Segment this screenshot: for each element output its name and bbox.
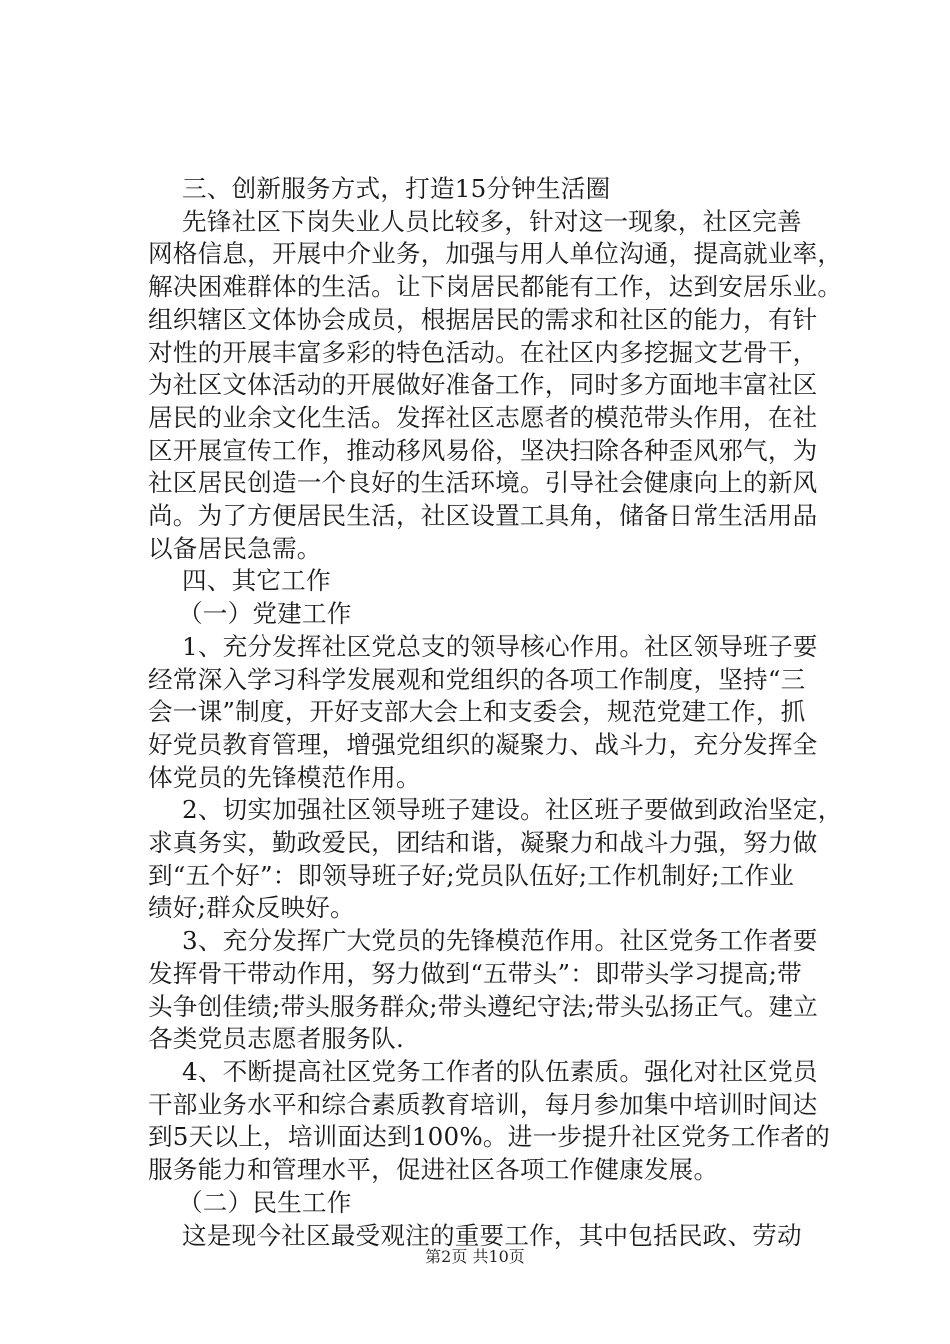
text-line: 经常深入学习科学发展观和党组织的各项工作制度，坚持“三 bbox=[148, 664, 806, 694]
text-line: 解决困难群体的生活。让下岗居民都能有工作，达到安居乐业。 bbox=[148, 272, 843, 302]
text-line: 1、充分发挥社区党总支的领导核心作用。社区领导班子要 bbox=[182, 631, 818, 661]
subsection-heading-livelihood bbox=[148, 1187, 858, 1220]
text-line: 三、创新服务方式，打造15分钟生活圈 bbox=[182, 174, 611, 203]
subsection-heading-party-building bbox=[148, 598, 858, 631]
paragraph-item-1 bbox=[148, 631, 858, 795]
text-line: 社区居民创造一个良好的生活环境。引导社会健康向上的新风 bbox=[148, 468, 818, 498]
text-line: 绩好;群众反映好。 bbox=[148, 893, 355, 923]
paragraph-item-3 bbox=[148, 925, 858, 1056]
text-line: 头争创佳绩;带头服务群众;带头遵纪守法;带头弘扬正气。建立 bbox=[148, 991, 819, 1021]
text-line: 求真务实，勤政爱民，团结和谐，凝聚力和战斗力强，努力做 bbox=[148, 828, 818, 858]
text-line: 3、充分发挥广大党员的先锋模范作用。社区党务工作者要 bbox=[182, 926, 818, 956]
text-line: 这是现今社区最受观注的重要工作，其中包括民政、劳动 bbox=[182, 1220, 802, 1250]
text-line: 网格信息，开展中介业务，加强与用人单位沟通，提高就业率， bbox=[148, 239, 843, 269]
text-line: 4、不断提高社区党务工作者的队伍素质。强化对社区党员 bbox=[182, 1056, 818, 1086]
text-line: 会一课”制度，开好支部大会上和支委会，规范党建工作，抓 bbox=[148, 697, 806, 727]
text-line: 体党员的先锋模范作用。 bbox=[148, 762, 421, 792]
text-line: 对性的开展丰富多彩的特色活动。在社区内多挖掘文艺骨干， bbox=[148, 337, 818, 367]
text-line: 到“五个好”：即领导班子好;党员队伍好;工作机制好;工作业 bbox=[148, 860, 795, 890]
text-line: 为社区文体活动的开展做好准备工作，同时多方面地丰富社区 bbox=[148, 370, 818, 400]
text-line: 组织辖区文体协会成员，根据居民的需求和社区的能力，有针 bbox=[148, 304, 818, 334]
text-line: 好党员教育管理，增强党组织的凝聚力、战斗力，充分发挥全 bbox=[148, 729, 818, 759]
text-line: 四、其它工作 bbox=[182, 566, 331, 596]
page-number-footer: 第2页 共10页 bbox=[425, 1247, 525, 1266]
text-line: 先锋社区下岗失业人员比较多，针对这一现象，社区完善 bbox=[182, 206, 802, 236]
document-body bbox=[148, 173, 858, 1252]
text-line: 2、切实加强社区领导班子建设。社区班子要做到政治坚定， bbox=[182, 795, 843, 825]
section-heading-4 bbox=[148, 565, 858, 598]
paragraph-service-innovation bbox=[148, 206, 858, 566]
section-heading-3 bbox=[148, 173, 858, 206]
text-line: （一）党建工作 bbox=[178, 599, 352, 629]
text-line: 尚。为了方便居民生活，社区设置工具角，储备日常生活用品 bbox=[148, 501, 818, 531]
text-line: 区开展宣传工作，推动移风易俗，坚决扫除各种歪风邪气，为 bbox=[148, 435, 818, 465]
text-line: （二）民生工作 bbox=[178, 1187, 352, 1217]
paragraph-item-4 bbox=[148, 1056, 858, 1187]
paragraph-item-2 bbox=[148, 794, 858, 925]
text-line: 到5天以上，培训面达到100%。进一步提升社区党务工作者的 bbox=[148, 1122, 831, 1152]
text-line: 服务能力和管理水平，促进社区各项工作健康发展。 bbox=[148, 1155, 719, 1185]
text-line: 干部业务水平和综合素质教育培训，每月参加集中培训时间达 bbox=[148, 1089, 818, 1119]
text-line: 以备居民急需。 bbox=[148, 533, 322, 563]
text-line: 居民的业余文化生活。发挥社区志愿者的模范带头作用，在社 bbox=[148, 402, 818, 432]
text-line: 发挥骨干带动作用，努力做到“五带头”：即带头学习提高;带 bbox=[148, 958, 802, 988]
text-line: 各类党员志愿者服务队. bbox=[148, 1024, 404, 1054]
